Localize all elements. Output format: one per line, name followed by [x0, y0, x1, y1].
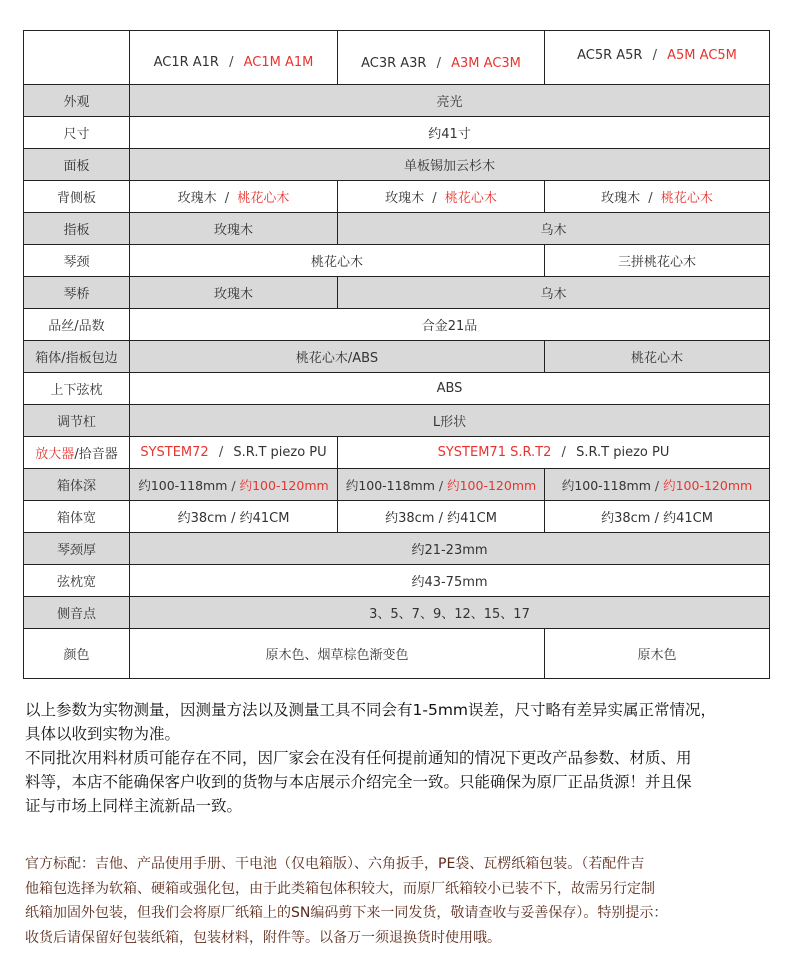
- label-pickup: /拾音器: [74, 447, 118, 462]
- model-mahogany-col2: A3M AC3M: [451, 56, 521, 71]
- row-label: 调节杠: [24, 405, 130, 437]
- value-rosewood: 约100-118mm: [138, 477, 228, 493]
- label-amplifier: 放大器: [35, 447, 75, 462]
- cell-col1: 约38cm / 约41CM: [130, 501, 338, 533]
- row-finish: [24, 85, 770, 117]
- value-mahogany: 约100-120mm: [447, 477, 537, 493]
- separator: /: [438, 477, 444, 493]
- row-value-left: [130, 437, 338, 469]
- row-label: 侧音点: [24, 597, 130, 629]
- row-binding: [24, 341, 770, 373]
- value-rosewood: 玫瑰木: [177, 191, 217, 206]
- row-label: 琴桥: [24, 277, 130, 309]
- row-body-width: [24, 501, 770, 533]
- value-mahogany: 约100-120mm: [663, 477, 753, 493]
- row-label: 指板: [24, 213, 130, 245]
- row-value-left: 玫瑰木: [130, 213, 338, 245]
- row-value: 合金21品: [130, 309, 770, 341]
- value-rosewood: 约100-118mm: [561, 477, 651, 493]
- row-nut-saddle: [24, 373, 770, 405]
- separator: /: [561, 445, 566, 460]
- value-rosewood: 玫瑰木: [385, 191, 425, 206]
- header-row: [24, 31, 770, 85]
- model-mahogany-col1: AC1M A1M: [243, 55, 314, 70]
- notice-line: 他箱包选择为软箱、硬箱或强化包，由于此类箱包体积较大，而原厂纸箱较小已装不下，故需另行定制: [25, 880, 655, 897]
- separator: /: [652, 48, 657, 63]
- row-value-right: 原木色: [545, 629, 770, 679]
- row-label: 箱体宽: [24, 501, 130, 533]
- row-top: [24, 149, 770, 181]
- separator: /: [218, 445, 224, 460]
- value-rosewood: 玫瑰木: [601, 191, 641, 206]
- model-mahogany-col3: A5M AC5M: [667, 48, 737, 63]
- notice-line: 纸箱加固外包装，但我们会将原厂纸箱上的SN编码剪下来一同发货，敬请查收与妥善保存）。特别提示：: [25, 905, 668, 921]
- row-pickup: [24, 437, 770, 469]
- row-label: 尺寸: [24, 117, 130, 149]
- row-value-right: 三拼桃花心木: [545, 245, 770, 277]
- note-line: 以上参数为实物测量，因测量方法以及测量工具不同会有1-5mm误差，尺寸略有差异实属正常情况，: [25, 701, 717, 719]
- pickup-model: S.R.T piezo PU: [576, 445, 670, 460]
- model-rosewood-col3: AC5R A5R: [577, 48, 643, 63]
- cell-col2: [338, 469, 545, 501]
- measurement-notes: [25, 698, 765, 818]
- row-body-depth: [24, 469, 770, 501]
- cell-col1: [130, 181, 338, 213]
- official-accessories-notice: [25, 852, 769, 950]
- row-value: L形状: [130, 405, 770, 437]
- row-label: 弦枕宽: [24, 565, 130, 597]
- row-bridge: [24, 277, 770, 309]
- row-label: [24, 437, 130, 469]
- row-label: 箱体深: [24, 469, 130, 501]
- notice-line: 收货后请保留好包装纸箱，包装材料，附件等。以备万一须退换货时使用哦。: [25, 929, 501, 946]
- row-label: 琴颈厚: [24, 533, 130, 565]
- system-model: SYSTEM71 S.R.T2: [437, 445, 552, 460]
- value-mahogany: 约100-120mm: [239, 477, 329, 493]
- row-label: 琴颈: [24, 245, 130, 277]
- row-value: 单板锡加云杉木: [130, 149, 770, 181]
- row-value-left: 原木色、烟草棕色渐变色: [130, 629, 545, 679]
- row-label: 箱体/指板包边: [24, 341, 130, 373]
- model-rosewood-col2: AC3R A3R: [361, 56, 427, 71]
- row-value-left: 桃花心木: [130, 245, 545, 277]
- note-line: 证与市场上同样主流新品一致。: [25, 797, 243, 815]
- row-value: 约21-23mm: [130, 533, 770, 565]
- cell-col3: 约38cm / 约41CM: [545, 501, 770, 533]
- separator: /: [229, 55, 234, 70]
- row-back-sides: [24, 181, 770, 213]
- system-model: SYSTEM72: [140, 445, 209, 460]
- row-label: 背侧板: [24, 181, 130, 213]
- row-value: ABS: [130, 373, 770, 405]
- row-value: 约43-75mm: [130, 565, 770, 597]
- separator: /: [654, 477, 660, 493]
- value-mahogany: 桃花心木: [660, 191, 713, 206]
- pickup-model: S.R.T piezo PU: [233, 445, 327, 460]
- separator: /: [648, 191, 653, 206]
- header-corner: [24, 31, 130, 85]
- row-color: [24, 629, 770, 679]
- header-model-col3: [545, 31, 770, 85]
- row-label: 颜色: [24, 629, 130, 679]
- row-neck-thickness: [24, 533, 770, 565]
- separator: /: [231, 477, 236, 493]
- row-value-right: [338, 437, 770, 469]
- cell-col2: 约38cm / 约41CM: [338, 501, 545, 533]
- row-frets: [24, 309, 770, 341]
- row-fingerboard: [24, 213, 770, 245]
- value-rosewood: 约100-118mm: [345, 477, 435, 493]
- cell-col3: [545, 181, 770, 213]
- row-side-dots: [24, 597, 770, 629]
- note-line: 具体以收到实物为准。: [25, 725, 181, 743]
- separator: /: [432, 191, 437, 206]
- cell-col3: [545, 469, 770, 501]
- row-value-right: 乌木: [338, 277, 770, 309]
- row-truss-rod: [24, 405, 770, 437]
- value-mahogany: 桃花心木: [237, 191, 290, 206]
- row-label: 上下弦枕: [24, 373, 130, 405]
- note-line: 不同批次用料材质可能存在不同，因厂家会在没有任何提前通知的情况下更改产品参数、材质、用: [25, 749, 692, 767]
- cell-col1: [130, 469, 338, 501]
- row-label: 面板: [24, 149, 130, 181]
- note-line: 料等，本店不能确保客户收到的货物与本店展示介绍完全一致。只能确保为原厂正品货源！并且保: [25, 773, 692, 791]
- row-value-right: 乌木: [338, 213, 770, 245]
- row-label: 品丝/品数: [24, 309, 130, 341]
- row-value-left: 桃花心木/ABS: [130, 341, 545, 373]
- row-label: 外观: [24, 85, 130, 117]
- row-size: [24, 117, 770, 149]
- row-value: 亮光: [130, 85, 770, 117]
- row-nut-width: [24, 565, 770, 597]
- header-model-col2: [338, 31, 545, 85]
- cell-col2: [338, 181, 545, 213]
- row-value: 约41寸: [130, 117, 770, 149]
- row-neck: [24, 245, 770, 277]
- spec-table: [23, 30, 770, 679]
- notice-line: 官方标配：吉他、产品使用手册、干电池（仅电箱版）、六角扳手，PE袋、瓦楞纸箱包装。（若配件吉: [25, 856, 645, 872]
- row-value-right: 桃花心木: [545, 341, 770, 373]
- row-value: 3、5、7、9、12、15、17: [130, 597, 770, 629]
- separator: /: [224, 191, 230, 206]
- value-mahogany: 桃花心木: [444, 191, 497, 206]
- row-value-left: 玫瑰木: [130, 277, 338, 309]
- separator: /: [436, 56, 441, 71]
- header-model-col1: [130, 31, 338, 85]
- model-rosewood-col1: AC1R A1R: [153, 55, 219, 70]
